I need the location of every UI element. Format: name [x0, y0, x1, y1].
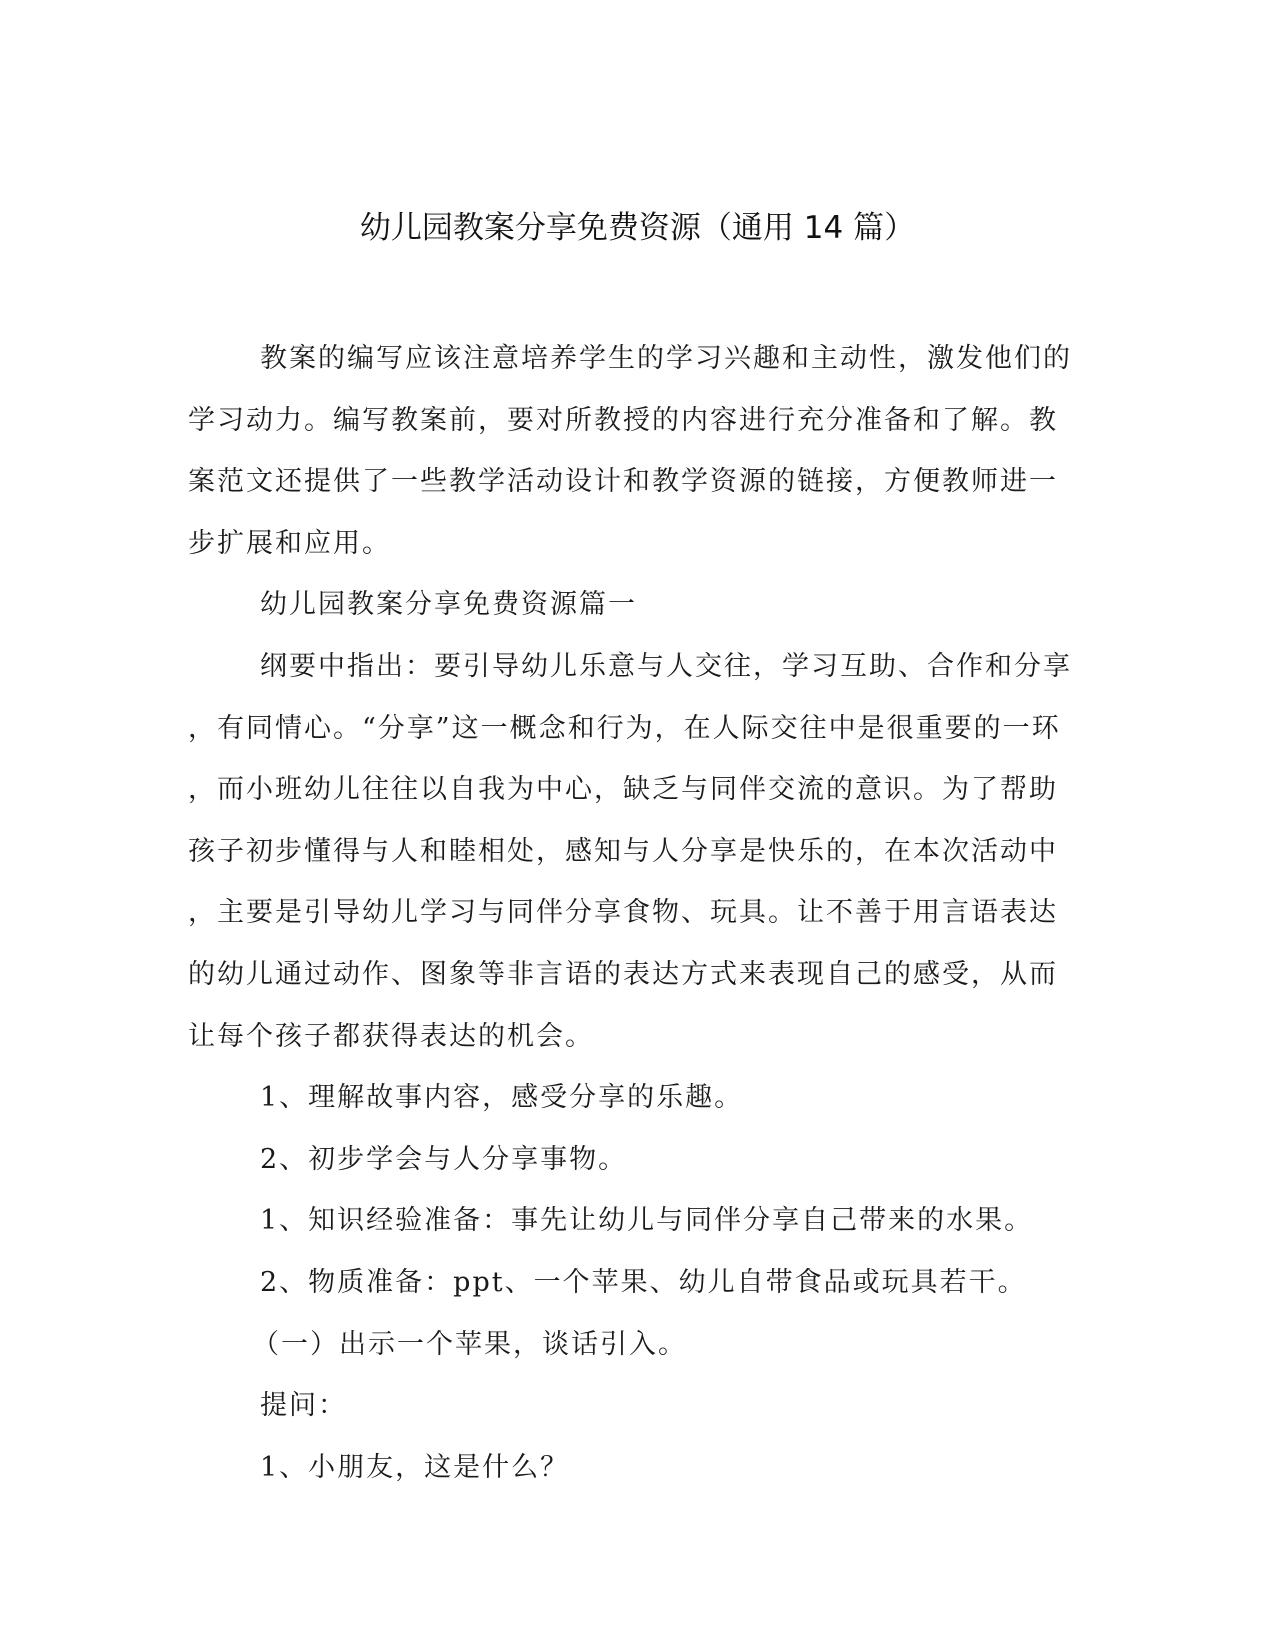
- paragraph-line: 步扩展和应用。: [188, 527, 391, 559]
- paragraph-line: ，而小班幼儿往往以自我为中心，缺乏与同伴交流的意识。为了帮助: [188, 774, 1058, 806]
- paragraph-line: 让每个孩子都获得表达的机会。: [188, 1020, 594, 1052]
- paragraph-line: ，有同情心。“分享”这一概念和行为，在人际交往中是很重要的一环: [188, 712, 1061, 744]
- paragraph-line: 的幼儿通过动作、图象等非言语的表达方式来表现自己的感受，从而: [188, 958, 1058, 990]
- list-item: 2、物质准备：ppt、一个苹果、幼儿自带食品或玩具若干。: [260, 1266, 1027, 1298]
- paragraph-line: 纲要中指出：要引导幼儿乐意与人交往，学习互助、合作和分享: [260, 650, 1072, 682]
- page-title: 幼儿园教案分享免费资源（通用 14 篇）: [359, 210, 916, 246]
- paragraph-line: 提问：: [260, 1390, 347, 1422]
- paragraph-line: 学习动力。编写教案前，要对所教授的内容进行充分准备和了解。教: [188, 404, 1058, 436]
- list-item: 1、理解故事内容，感受分享的乐趣。: [260, 1082, 744, 1114]
- step-heading: （一）出示一个苹果，谈话引入。: [252, 1328, 687, 1360]
- section-heading: 幼儿园教案分享免费资源篇一: [260, 589, 637, 621]
- list-item: 1、知识经验准备：事先让幼儿与同伴分享自己带来的水果。: [260, 1205, 1034, 1237]
- paragraph-line: 案范文还提供了一些教学活动设计和教学资源的链接，方便教师进一: [188, 466, 1058, 498]
- paragraph-line: 孩子初步懂得与人和睦相处，感知与人分享是快乐的，在本次活动中: [188, 835, 1058, 867]
- document-body: [188, 328, 1070, 1498]
- list-item: 2、初步学会与人分享事物。: [260, 1143, 628, 1175]
- paragraph-line: 教案的编写应该注意培养学生的学习兴趣和主动性，激发他们的: [260, 343, 1072, 374]
- paragraph-line: ，主要是引导幼儿学习与同伴分享食物、玩具。让不善于用言语表达: [188, 897, 1058, 929]
- list-item: 1、小朋友，这是什么？: [260, 1451, 570, 1483]
